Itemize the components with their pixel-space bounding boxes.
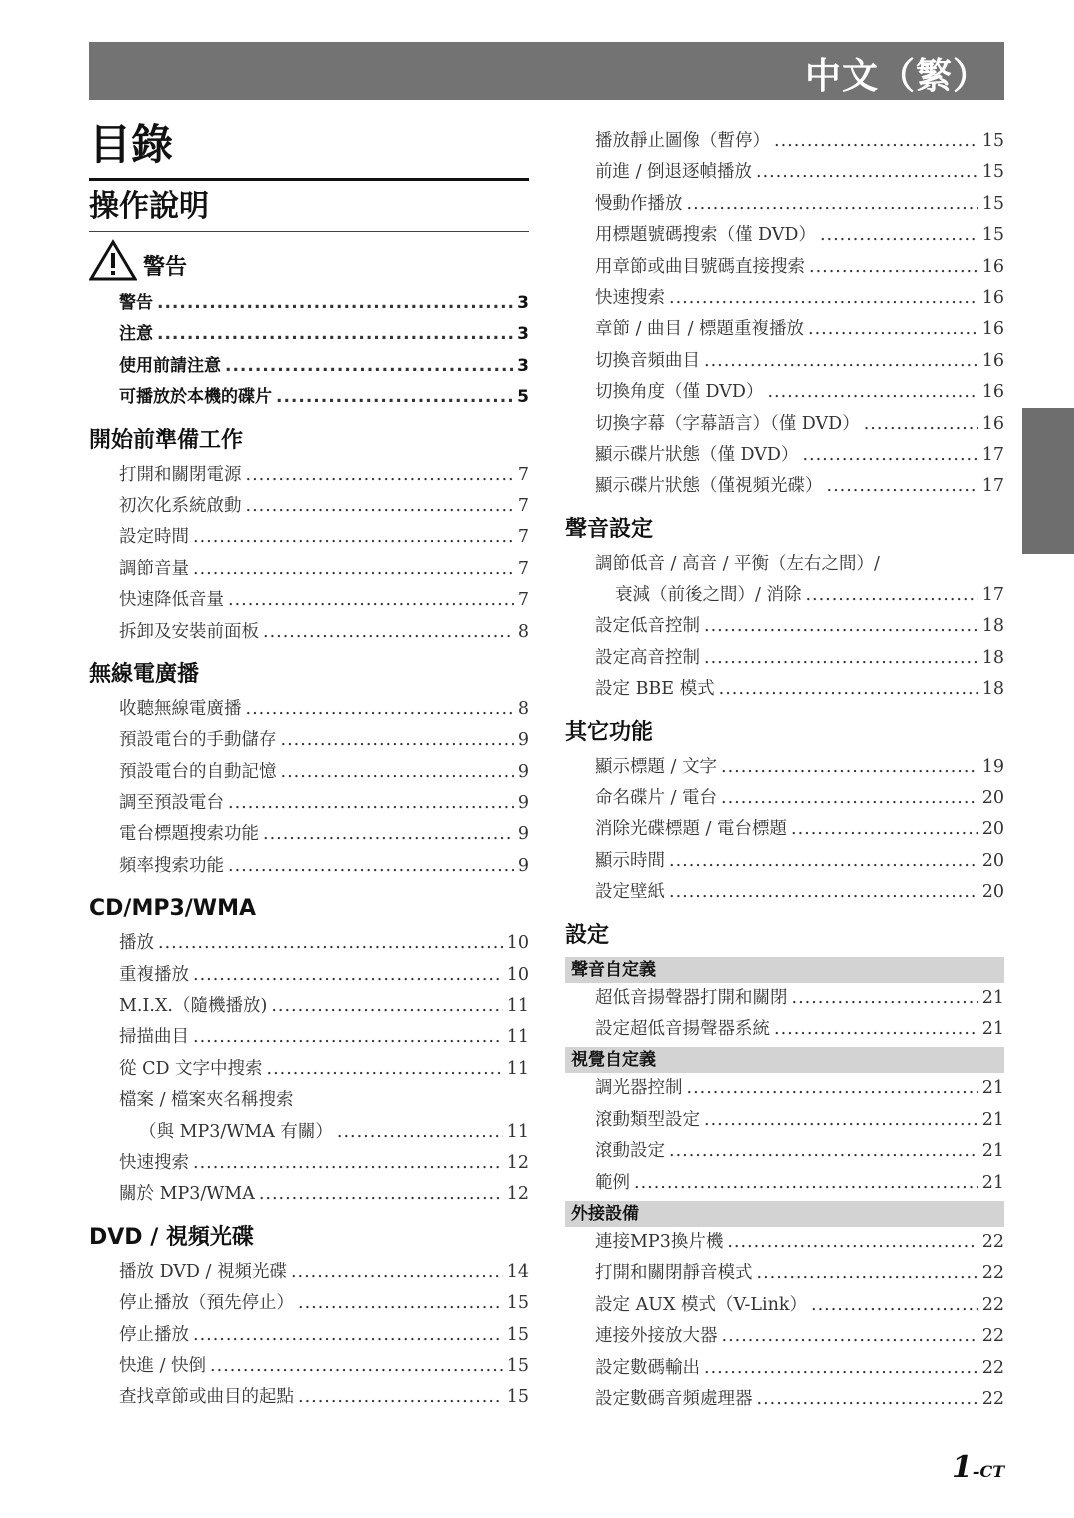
dot-leader	[669, 283, 978, 314]
left-column	[89, 118, 529, 1414]
toc-entry-page: 11	[506, 1121, 529, 1142]
dot-leader	[820, 220, 978, 251]
toc-entry[interactable]	[565, 643, 1004, 674]
toc-entry[interactable]	[89, 788, 529, 819]
toc-entry-page: 15	[981, 131, 1004, 151]
dot-leader	[157, 288, 513, 319]
dot-leader	[246, 694, 514, 725]
toc-entry-label: 快速搜索	[119, 1152, 189, 1173]
toc-entry[interactable]	[565, 346, 1004, 377]
toc-entry[interactable]	[89, 554, 529, 585]
toc-entry[interactable]	[565, 1290, 1004, 1321]
dot-leader	[298, 1288, 503, 1319]
toc-entry-page: 17	[981, 444, 1004, 465]
toc-entry-page: 20	[981, 850, 1004, 871]
toc-entry-page: 20	[981, 882, 1004, 903]
toc-entry-label: 頻率搜索功能	[119, 855, 224, 876]
dot-leader	[802, 440, 977, 471]
toc-entry-page: 16	[981, 382, 1004, 403]
toc-entry[interactable]	[565, 1105, 1004, 1136]
toc-entry[interactable]	[565, 283, 1004, 314]
warning-list	[89, 288, 529, 414]
page-suffix: -CT	[972, 1462, 1005, 1481]
dot-leader	[228, 585, 514, 616]
toc-entry-label: 滾動類型設定	[595, 1109, 700, 1130]
toc-entry[interactable]	[565, 1258, 1004, 1289]
toc-entry[interactable]	[89, 1117, 529, 1148]
toc-entry-label: 檔案 / 檔案夾名稱搜索	[119, 1090, 294, 1111]
toc-entry[interactable]	[89, 819, 529, 850]
toc-entry-label: 可播放於本機的碟片	[119, 387, 272, 408]
toc-entry[interactable]	[565, 983, 1004, 1014]
toc-entry-label: 設定 BBE 模式	[595, 679, 715, 700]
toc-entry-page: 9	[517, 793, 529, 814]
toc-entry-page: 7	[517, 527, 529, 548]
dot-leader	[298, 1382, 503, 1413]
language-banner	[89, 42, 1004, 100]
dot-leader	[193, 1320, 503, 1351]
toc-entry-page: 16	[981, 319, 1004, 340]
toc-entry-label: 調至預設電台	[119, 793, 224, 814]
dot-leader	[193, 554, 514, 585]
toc-entry-label: 注意	[119, 324, 153, 345]
dot-leader	[193, 1148, 503, 1179]
right-sections	[565, 511, 1004, 909]
toc-entry-page: 8	[517, 698, 529, 719]
toc-entry-label: 調光器控制	[595, 1078, 683, 1099]
toc-entry-label: 切換角度（僅 DVD）	[595, 382, 764, 403]
toc-entry-label: 拆卸及安裝前面板	[119, 621, 259, 642]
page-title: 目錄	[89, 118, 529, 181]
toc-entry-label: 打開和關閉電源	[119, 464, 242, 485]
toc-entry-label: 設定壁紙	[595, 882, 665, 903]
section-title: 無線電廣播	[89, 661, 200, 687]
dot-leader	[669, 846, 978, 877]
dot-leader	[281, 757, 514, 788]
toc-entry-page: 21	[981, 1078, 1004, 1099]
toc-entry-page: 20	[981, 788, 1004, 809]
toc-entry[interactable]	[565, 1014, 1004, 1045]
dot-leader	[276, 382, 513, 413]
toc-entry-page: 15	[506, 1387, 529, 1408]
toc-entry[interactable]	[565, 1321, 1004, 1352]
dot-leader	[246, 460, 514, 491]
toc-entry[interactable]	[89, 617, 529, 648]
toc-entry-label: 顯示標題 / 文字	[595, 756, 718, 777]
toc-entry-label: 連接MP3換片機	[595, 1231, 724, 1252]
dot-leader	[228, 851, 514, 882]
toc-entry-label: 預設電台的手動儲存	[119, 730, 277, 751]
settings-group-header: 外接設備	[565, 1201, 1004, 1227]
toc-entry-page: 3	[517, 355, 529, 376]
toc-entry-label: 電台標題搜索功能	[119, 824, 259, 845]
settings-title: 設定	[565, 922, 610, 948]
section-title: DVD / 視頻光碟	[89, 1224, 254, 1250]
toc-entry[interactable]	[89, 1351, 529, 1382]
dot-leader	[809, 252, 978, 283]
side-tab-marker	[1022, 408, 1074, 554]
toc-entry[interactable]	[89, 757, 529, 788]
toc-entry-label: M.I.X.（隨機播放)	[119, 996, 268, 1017]
toc-entry[interactable]	[565, 252, 1004, 283]
dot-leader	[722, 1321, 978, 1352]
toc-entry-label: 前進 / 倒退逐幀播放	[595, 162, 753, 183]
toc-entry[interactable]	[565, 1353, 1004, 1384]
toc-entry[interactable]	[565, 1384, 1004, 1415]
toc-entry-label: 設定數碼輸出	[595, 1357, 700, 1378]
toc-entry-label: 從 CD 文字中搜索	[119, 1058, 263, 1079]
dot-leader	[259, 1179, 503, 1210]
dot-leader	[267, 1054, 503, 1085]
toc-entry[interactable]	[89, 585, 529, 616]
toc-entry-label: 快速降低音量	[119, 590, 224, 611]
toc-entry-label: 重複播放	[119, 964, 189, 985]
toc-entry-label: 快速搜索	[595, 287, 665, 308]
settings-group-header: 聲音自定義	[565, 957, 1004, 983]
toc-entry-label: 顯示碟片狀態（僅視頻光碟）	[595, 476, 823, 497]
toc-entry[interactable]	[565, 674, 1004, 705]
toc-entry-page: 17	[981, 585, 1004, 606]
toc-entry-page: 14	[506, 1261, 529, 1282]
toc-entry[interactable]	[89, 1257, 529, 1288]
toc-entry-label: 消除光碟標題 / 電台標題	[595, 819, 788, 840]
toc-entry-label: 超低音揚聲器打開和關閉	[595, 987, 788, 1008]
toc-entry-page: 18	[981, 647, 1004, 668]
toc-entry[interactable]	[89, 1288, 529, 1319]
toc-entry-page: 15	[506, 1293, 529, 1314]
toc-entry-page: 22	[981, 1294, 1004, 1315]
toc-entry[interactable]	[565, 126, 1004, 157]
toc-entry-label: 打開和關閉靜音模式	[595, 1263, 753, 1284]
toc-entry[interactable]	[565, 1168, 1004, 1199]
toc-entry-label: 調節音量	[119, 558, 189, 579]
toc-entry-label: 停止播放（預先停止）	[119, 1293, 294, 1314]
toc-entry[interactable]	[565, 611, 1004, 642]
toc-entry[interactable]	[565, 549, 1004, 580]
toc-entry[interactable]	[89, 491, 529, 522]
toc-entry[interactable]	[89, 725, 529, 756]
toc-entry-page: 21	[981, 1018, 1004, 1039]
dot-leader	[704, 643, 978, 674]
dot-leader	[704, 611, 978, 642]
toc-entry-page: 15	[506, 1324, 529, 1345]
dot-leader	[271, 991, 502, 1022]
toc-entry[interactable]	[565, 1073, 1004, 1104]
dot-leader	[263, 819, 514, 850]
dot-leader	[808, 314, 978, 345]
toc-entry-page: 5	[517, 387, 529, 408]
toc-entry-page: 16	[981, 413, 1004, 434]
toc-entry-page: 3	[517, 324, 529, 345]
dot-leader	[193, 960, 503, 991]
dot-leader	[811, 1290, 978, 1321]
toc-entry[interactable]	[89, 960, 529, 991]
right-column	[565, 126, 1004, 1415]
dot-leader	[757, 1258, 978, 1289]
dot-leader	[281, 725, 514, 756]
toc-entry-label: 設定時間	[119, 527, 189, 548]
toc-entry[interactable]	[565, 440, 1004, 471]
toc-entry-label: 設定數碼音頻處理器	[595, 1388, 753, 1409]
toc-entry-label: 連接外接放大器	[595, 1326, 718, 1347]
toc-entry-label: 衰減（前後之間）/ 消除	[615, 585, 802, 606]
dot-leader	[721, 752, 978, 783]
dot-leader	[727, 1227, 977, 1258]
toc-entry[interactable]	[89, 382, 529, 413]
dot-leader	[228, 788, 514, 819]
dot-leader	[291, 1257, 503, 1288]
toc-entry-page: 15	[506, 1355, 529, 1376]
toc-entry-label: 掃描曲目	[119, 1027, 189, 1048]
toc-entry[interactable]	[565, 877, 1004, 908]
dot-leader	[704, 1105, 978, 1136]
toc-entry-page: 21	[981, 1141, 1004, 1162]
toc-entry-label: 滾動設定	[595, 1141, 665, 1162]
toc-entry-label: 用章節或曲目號碼直接搜索	[595, 256, 805, 277]
dot-leader	[704, 346, 978, 377]
section-subtitle: 操作說明	[89, 187, 529, 232]
dot-leader	[263, 617, 514, 648]
toc-entry[interactable]	[89, 1022, 529, 1053]
toc-entry-label: 收聽無線電廣播	[119, 698, 242, 719]
toc-entry-page: 11	[506, 1027, 529, 1048]
dot-leader	[210, 1351, 503, 1382]
section-title: 其它功能	[565, 719, 654, 745]
toc-entry[interactable]	[89, 288, 529, 319]
toc-entry[interactable]	[89, 851, 529, 882]
dot-leader	[791, 814, 978, 845]
toc-entry-label: 命名碟片 / 電台	[595, 788, 718, 809]
toc-entry[interactable]	[89, 319, 529, 350]
toc-entry-label: 播放 DVD / 視頻光碟	[119, 1261, 287, 1282]
toc-entry[interactable]	[565, 471, 1004, 502]
left-sections	[89, 422, 529, 1414]
warning-heading-label: 警告	[143, 254, 188, 280]
dot-leader	[157, 319, 513, 350]
toc-entry[interactable]	[89, 991, 529, 1022]
toc-entry-page: 21	[981, 1109, 1004, 1130]
toc-entry-page: 12	[506, 1152, 529, 1173]
toc-entry-label: 設定超低音揚聲器系統	[595, 1018, 770, 1039]
toc-entry-page: 16	[981, 287, 1004, 308]
toc-entry-label: （與 MP3/WMA 有關）	[139, 1121, 333, 1142]
toc-entry-page: 9	[517, 824, 529, 845]
settings-group-header: 視覺自定義	[565, 1047, 1004, 1073]
section-title: 聲音設定	[565, 516, 654, 542]
toc-entry[interactable]	[89, 1179, 529, 1210]
toc-entry-page: 21	[981, 1172, 1004, 1193]
dot-leader	[864, 409, 978, 440]
toc-entry[interactable]	[565, 409, 1004, 440]
toc-entry[interactable]	[89, 1320, 529, 1351]
page-number: 1	[952, 1450, 973, 1485]
dvd-continued-list	[565, 126, 1004, 503]
toc-entry[interactable]	[565, 314, 1004, 345]
toc-entry-label: 用標題號碼搜索（僅 DVD）	[595, 225, 816, 246]
toc-entry-page: 19	[981, 756, 1004, 777]
toc-entry-page: 7	[517, 495, 529, 516]
toc-entry-page: 22	[981, 1357, 1004, 1378]
toc-entry-label: 預設電台的自動記憶	[119, 761, 277, 782]
toc-entry[interactable]	[89, 1054, 529, 1085]
toc-entry-page: 11	[506, 996, 529, 1017]
toc-entry-page: 20	[981, 819, 1004, 840]
dot-leader	[193, 1022, 503, 1053]
toc-entry-label: 切換音頻曲目	[595, 350, 700, 371]
toc-entry-label: 快進 / 快倒	[119, 1355, 207, 1376]
dot-leader	[669, 1136, 978, 1167]
toc-entry[interactable]	[565, 377, 1004, 408]
toc-entry-page: 11	[506, 1058, 529, 1079]
toc-entry[interactable]	[565, 580, 1004, 611]
toc-entry[interactable]	[89, 351, 529, 382]
toc-entry[interactable]	[89, 694, 529, 725]
toc-entry-page: 10	[506, 964, 529, 985]
toc-entry-label: 切換字幕（字幕語言）（僅 DVD）	[595, 413, 860, 434]
toc-entry-page: 22	[981, 1388, 1004, 1409]
dot-leader	[225, 351, 513, 382]
dot-leader	[719, 674, 978, 705]
toc-entry-label: 查找章節或曲目的起點	[119, 1387, 294, 1408]
toc-entry-page: 15	[981, 225, 1004, 246]
page-footer	[952, 1450, 1004, 1485]
toc-entry-page: 9	[517, 761, 529, 782]
toc-entry-page: 15	[981, 193, 1004, 214]
toc-entry[interactable]	[89, 1382, 529, 1413]
dot-leader	[687, 1073, 978, 1104]
toc-entry-label: 使用前請注意	[119, 355, 221, 376]
warning-heading	[89, 238, 529, 282]
toc-entry-label: 慢動作播放	[595, 193, 683, 214]
toc-entry[interactable]	[565, 752, 1004, 783]
dot-leader	[792, 983, 978, 1014]
toc-entry[interactable]	[565, 157, 1004, 188]
dot-leader	[669, 877, 978, 908]
dot-leader	[774, 126, 978, 157]
toc-entry-label: 停止播放	[119, 1324, 189, 1345]
toc-entry-page: 22	[981, 1326, 1004, 1347]
dot-leader	[721, 783, 978, 814]
toc-entry[interactable]	[89, 1085, 529, 1116]
toc-entry-label: 顯示時間	[595, 850, 665, 871]
toc-entry-label: 播放	[119, 933, 154, 954]
toc-entry-label: 初次化系統啟動	[119, 495, 242, 516]
toc-entry-label: 設定 AUX 模式（V-Link）	[595, 1294, 808, 1315]
toc-entry-label: 章節 / 曲目 / 標題重複播放	[595, 319, 805, 340]
toc-entry-page: 15	[981, 162, 1004, 183]
toc-entry[interactable]	[89, 460, 529, 491]
toc-entry-label: 顯示碟片狀態（僅 DVD）	[595, 444, 799, 465]
toc-entry-page: 8	[517, 621, 529, 642]
toc-entry-label: 範例	[595, 1172, 630, 1193]
toc-entry[interactable]	[89, 522, 529, 553]
toc-entry-page: 18	[981, 679, 1004, 700]
toc-entry[interactable]	[565, 220, 1004, 251]
toc-entry-label: 設定低音控制	[595, 616, 700, 637]
toc-entry-page: 9	[517, 730, 529, 751]
toc-entry-page: 22	[981, 1263, 1004, 1284]
dot-leader	[757, 1384, 978, 1415]
toc-entry[interactable]	[89, 928, 529, 959]
toc-entry-page: 21	[981, 987, 1004, 1008]
toc-entry-page: 18	[981, 616, 1004, 637]
toc-entry-label: 設定高音控制	[595, 647, 700, 668]
toc-entry[interactable]	[565, 814, 1004, 845]
dot-leader	[193, 522, 514, 553]
toc-entry-page: 16	[981, 256, 1004, 277]
toc-entry-label: 播放靜止圖像（暫停）	[595, 131, 770, 151]
language-label: 中文（繁）	[804, 56, 990, 97]
dot-leader	[756, 157, 978, 188]
dot-leader	[704, 1353, 978, 1384]
toc-entry[interactable]	[565, 189, 1004, 220]
toc-entry-page: 7	[517, 590, 529, 611]
toc-entry[interactable]	[565, 846, 1004, 877]
dot-leader	[774, 1014, 978, 1045]
toc-entry-page: 16	[981, 350, 1004, 371]
dot-leader	[634, 1168, 978, 1199]
dot-leader	[246, 491, 514, 522]
toc-entry-label: 警告	[119, 293, 153, 313]
toc-entry-page: 22	[981, 1231, 1004, 1252]
toc-entry-page: 7	[517, 558, 529, 579]
dot-leader	[687, 189, 978, 220]
dot-leader	[337, 1117, 503, 1148]
toc-entry-label: 關於 MP3/WMA	[119, 1184, 255, 1205]
toc-entry[interactable]	[565, 1227, 1004, 1258]
toc-entry[interactable]	[565, 783, 1004, 814]
toc-entry-page: 12	[506, 1184, 529, 1205]
dot-leader	[767, 377, 977, 408]
dot-leader	[805, 580, 977, 611]
dot-leader	[827, 471, 978, 502]
settings-groups	[565, 957, 1004, 1416]
section-title: CD/MP3/WMA	[89, 896, 256, 922]
warning-triangle-icon	[89, 239, 137, 281]
toc-entry[interactable]	[89, 1148, 529, 1179]
toc-entry[interactable]	[565, 1136, 1004, 1167]
dot-leader	[158, 928, 503, 959]
toc-entry-page: 17	[981, 476, 1004, 497]
toc-entry-page: 9	[517, 855, 529, 876]
toc-entry-page: 3	[517, 293, 529, 313]
toc-entry-label: 調節低音 / 高音 / 平衡（左右之間）/	[595, 553, 880, 574]
section-title: 開始前準備工作	[89, 427, 244, 453]
toc-entry-page: 10	[506, 933, 529, 954]
toc-entry-page: 7	[517, 464, 529, 485]
